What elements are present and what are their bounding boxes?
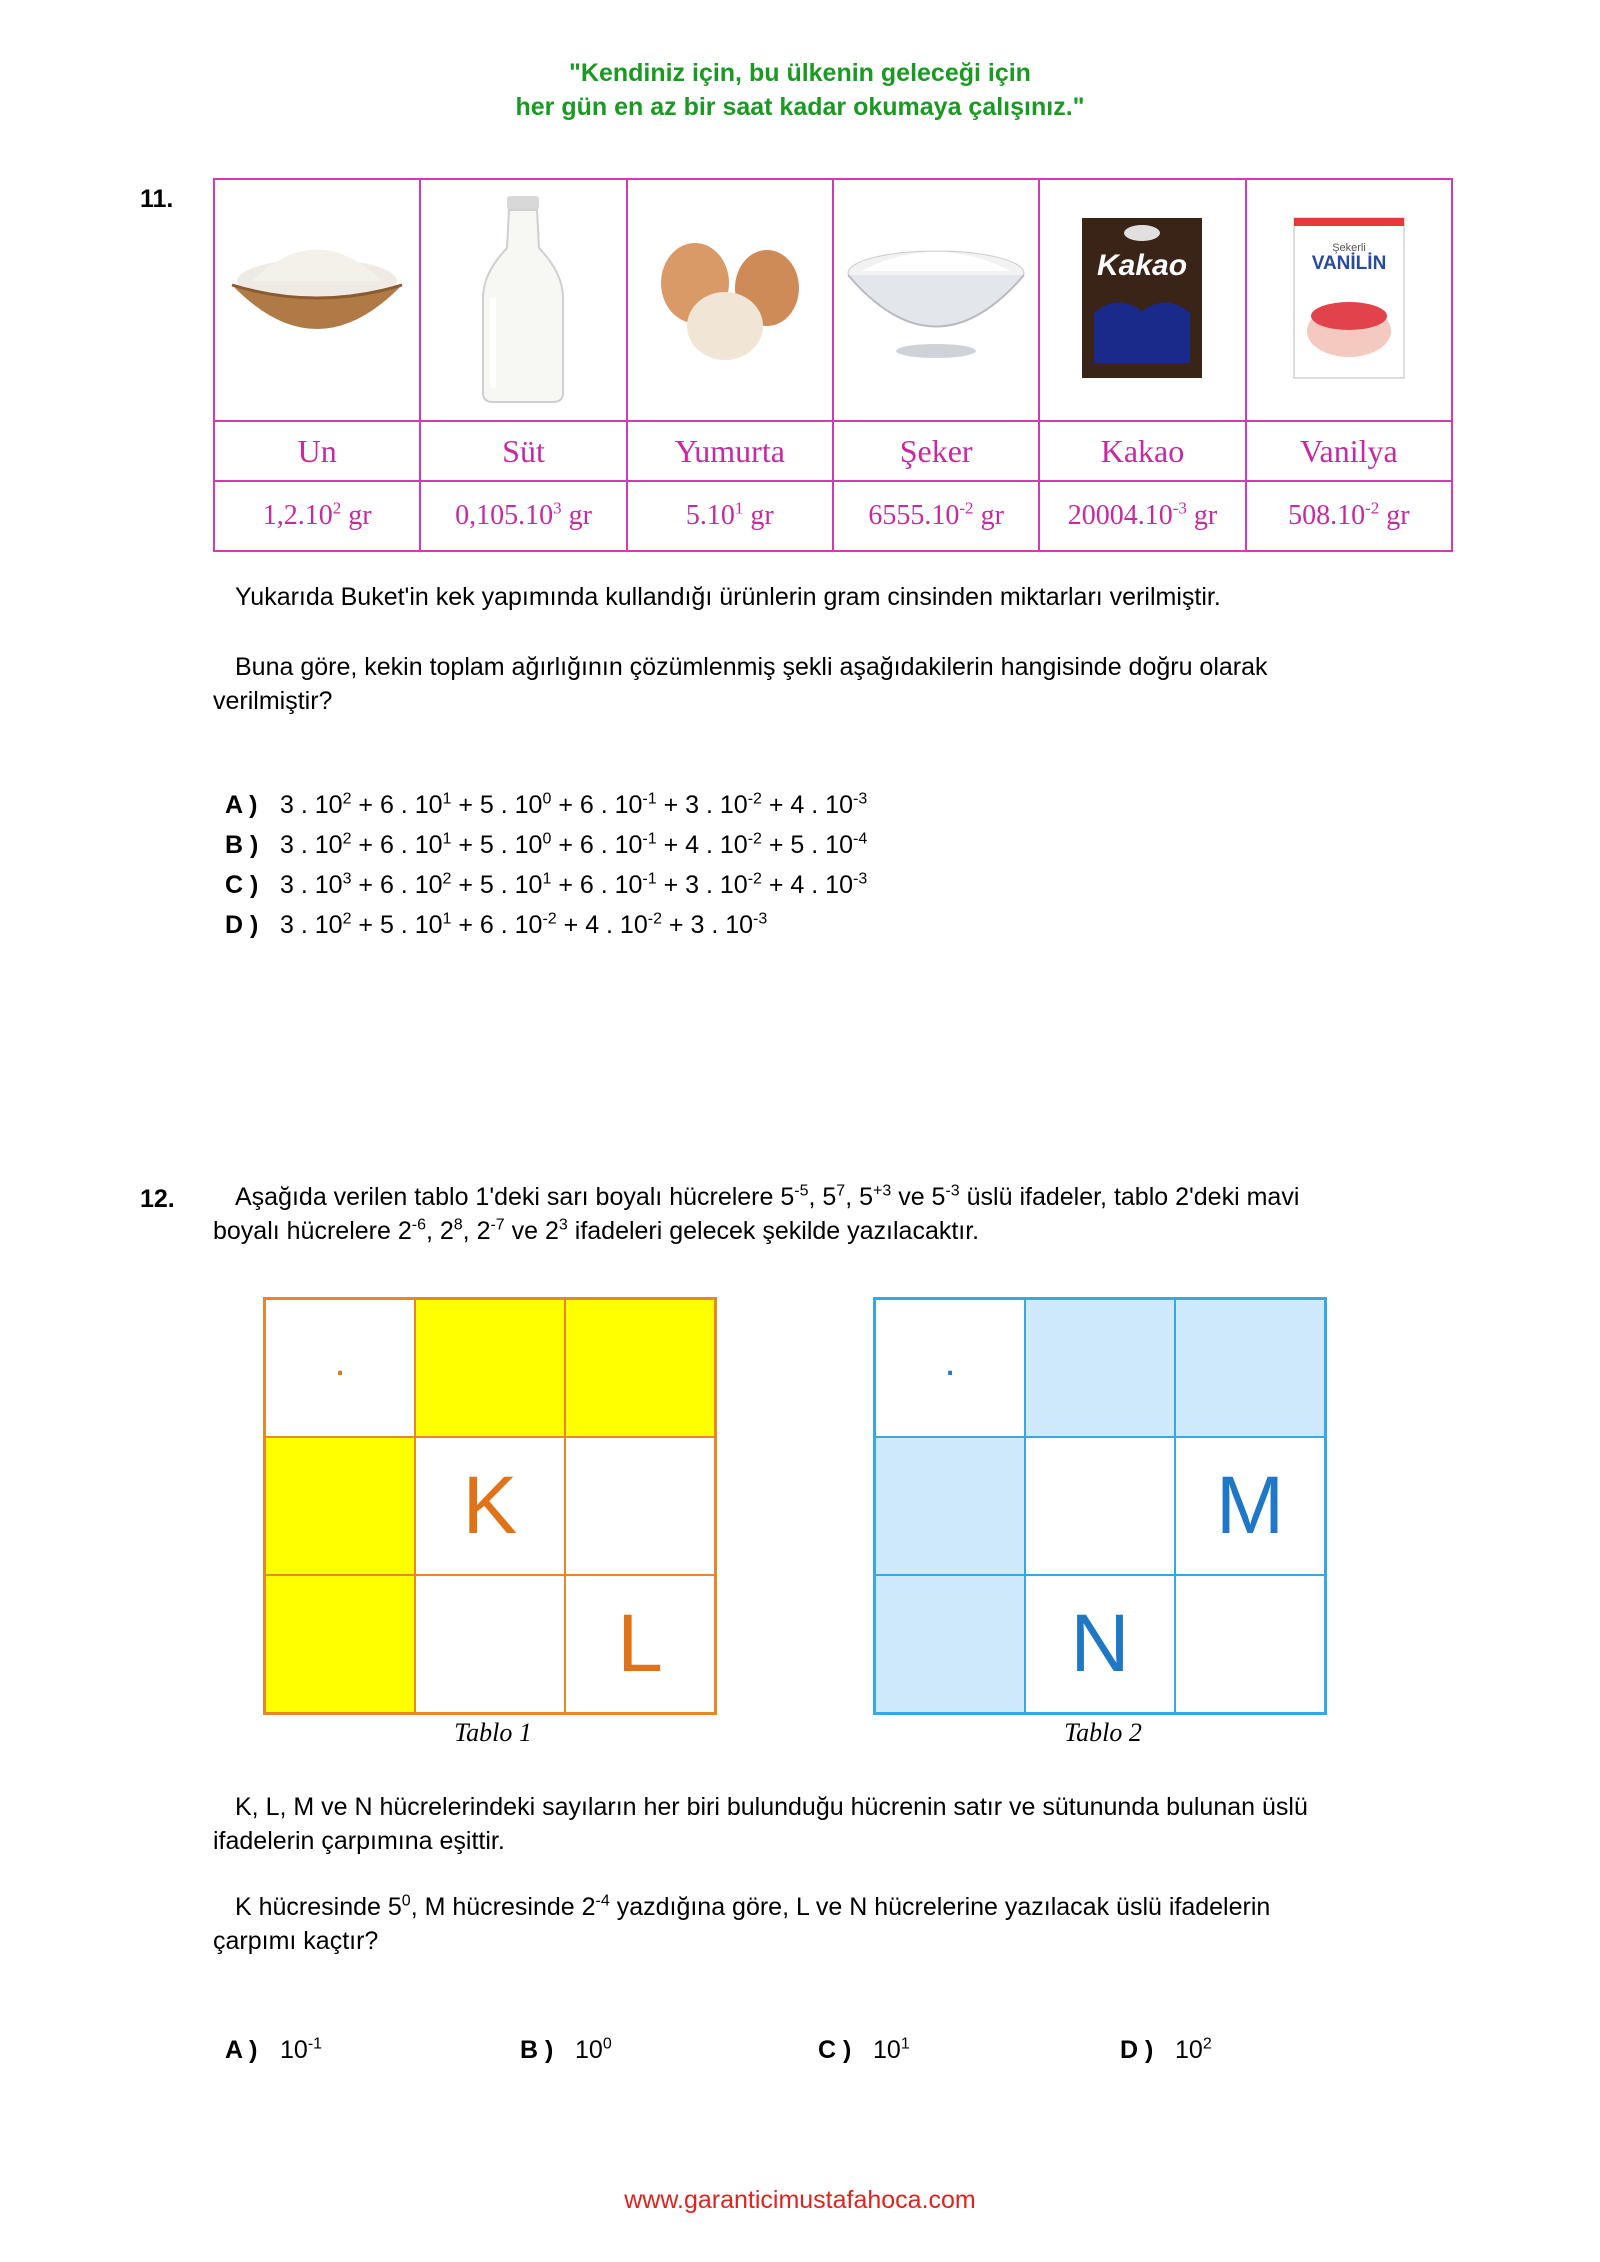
product-name: Un bbox=[214, 421, 420, 481]
product-name: Şeker bbox=[833, 421, 1039, 481]
q12-intro: Aşağıda verilen tablo 1'deki sarı boyalı hücrelere $5^{-5}$, $5^7$, $5^{+3}$ ve $5^{-3}$ üslü ifadeler, tablo 2'deki mavi boyalı hücrelere $2^{-6}$, $2^8$, $2^{-7}$ ve $2^3$ ifadeleri gelecek şekilde yazılacaktır. bbox=[213, 1182, 1300, 1245]
eggs-image bbox=[627, 179, 833, 421]
flour-bowl-image bbox=[214, 179, 420, 421]
table-2-empty-cell bbox=[1175, 1575, 1325, 1713]
product-amount: 5.10$^1$ gr bbox=[627, 481, 833, 551]
product-amount: $20004.10^{-3}$ gr bbox=[1039, 481, 1245, 551]
product-table bbox=[213, 178, 1453, 552]
table-2-empty-cell bbox=[1025, 1437, 1175, 1575]
table-1-yellow-cell bbox=[565, 1299, 715, 1437]
table-1-yellow-cell bbox=[265, 1437, 415, 1575]
table-1-grid bbox=[263, 1297, 717, 1715]
q12-option-b[interactable]: B ) $10^0$ bbox=[520, 2035, 612, 2064]
table-1-dot: . bbox=[265, 1299, 415, 1437]
cocoa-logo: Kakao bbox=[1097, 248, 1188, 282]
table-2-blue-cell bbox=[1025, 1299, 1175, 1437]
cell-m: M bbox=[1175, 1437, 1325, 1575]
cocoa-pack-image bbox=[1039, 179, 1245, 421]
question-11-number: 11. bbox=[140, 185, 174, 213]
table-2-dot: . bbox=[875, 1299, 1025, 1437]
table-2-caption: Tablo 2 bbox=[1064, 1718, 1142, 1747]
product-amount: $508.10^{-2}$ gr bbox=[1246, 481, 1452, 551]
motto: "Kendiniz için, bu ülkenin geleceği için her gün en az bir saat kadar okumaya çalışınız." bbox=[515, 59, 1085, 121]
product-amount: 0,105.10$^3$ gr bbox=[420, 481, 626, 551]
product-name: Yumurta bbox=[627, 421, 833, 481]
q11-option-d[interactable]: D ) 3 . $10^2 + 5$ . $10^1 + 6$ . $10^{-2} + 4$ . $10^{-2} + 3$ . $10^{-3}$ bbox=[225, 910, 768, 939]
q12-text-3: K, L, M ve N hücrelerindeki sayıların her biri bulunduğu hücrenin satır ve sütununda bulunan üslü ifadelerin çarpımına eşittir. bbox=[213, 1793, 1308, 1855]
q11-text-1: Yukarıda Buket'in kek yapımında kullandığı ürünlerin gram cinsinden miktarları verilmiştir. bbox=[235, 583, 1221, 611]
product-amount: 1,2.10$^2$ gr bbox=[214, 481, 420, 551]
table-1-caption: Tablo 1 bbox=[454, 1718, 532, 1747]
milk-bottle-image bbox=[420, 179, 626, 421]
table-1-empty-cell bbox=[415, 1575, 565, 1713]
q11-option-b[interactable]: B ) 3 . $10^2 + 6$ . $10^1 + 5$ . $10^0 + 6$ . $10^{-1} + 4$ . $10^{-2} + 5$ . $10^{-4}$ bbox=[225, 830, 868, 859]
q11-options bbox=[225, 785, 867, 945]
q12-text-4: K hücresinde $5^0$, M hücresinde $2^{-4}$ yazdığına göre, L ve N hücrelerine yazılacak üslü ifadelerin çarpımı kaçtır? bbox=[213, 1892, 1271, 1955]
q12-options bbox=[225, 2030, 1475, 2070]
cell-l: L bbox=[565, 1575, 715, 1713]
q11-text-2: Buna göre, kekin toplam ağırlığının çözümlenmiş şekli aşağıdakilerin hangisinde doğru olarak verilmiştir? bbox=[213, 653, 1268, 715]
footer-url[interactable]: www.garanticimustafahoca.com bbox=[624, 2186, 976, 2214]
q12-option-d[interactable]: D ) $10^2$ bbox=[1120, 2035, 1212, 2064]
product-name: Vanilya bbox=[1246, 421, 1452, 481]
table-2-blue-cell bbox=[1175, 1299, 1325, 1437]
vanilla-logo: VANİLİN bbox=[1311, 252, 1387, 274]
table-2-grid bbox=[873, 1297, 1327, 1715]
product-name: Kakao bbox=[1039, 421, 1245, 481]
table-2-blue-cell bbox=[875, 1575, 1025, 1713]
product-name: Süt bbox=[420, 421, 626, 481]
table-1-yellow-cell bbox=[415, 1299, 565, 1437]
vanilla-brand: Şekerli bbox=[1332, 241, 1366, 254]
table-2-blue-cell bbox=[875, 1437, 1025, 1575]
q12-option-c[interactable]: C ) $10^1$ bbox=[818, 2035, 910, 2064]
q11-option-c[interactable]: C ) 3 . $10^3 + 6$ . $10^2 + 5$ . $10^1 + 6$ . $10^{-1} + 3$ . $10^{-2} + 4$ . $10^{-3}$ bbox=[225, 870, 868, 899]
q11-option-a[interactable]: A ) 3 . $10^2 + 6$ . $10^1 + 5$ . $10^0 + 6$ . $10^{-1} + 3$ . $10^{-2} + 4$ . $10^{-3}$ bbox=[225, 790, 868, 819]
cell-k: K bbox=[415, 1437, 565, 1575]
table-1-empty-cell bbox=[565, 1437, 715, 1575]
q12-option-a[interactable]: A ) $10^{-1}$ bbox=[225, 2035, 323, 2064]
product-amount: $6555.10^{-2}$ gr bbox=[833, 481, 1039, 551]
vanilla-pack-image bbox=[1246, 179, 1452, 421]
table-1-yellow-cell bbox=[265, 1575, 415, 1713]
cell-n: N bbox=[1025, 1575, 1175, 1713]
sugar-bowl-image bbox=[833, 179, 1039, 421]
question-12-number: 12. bbox=[140, 1185, 175, 1213]
